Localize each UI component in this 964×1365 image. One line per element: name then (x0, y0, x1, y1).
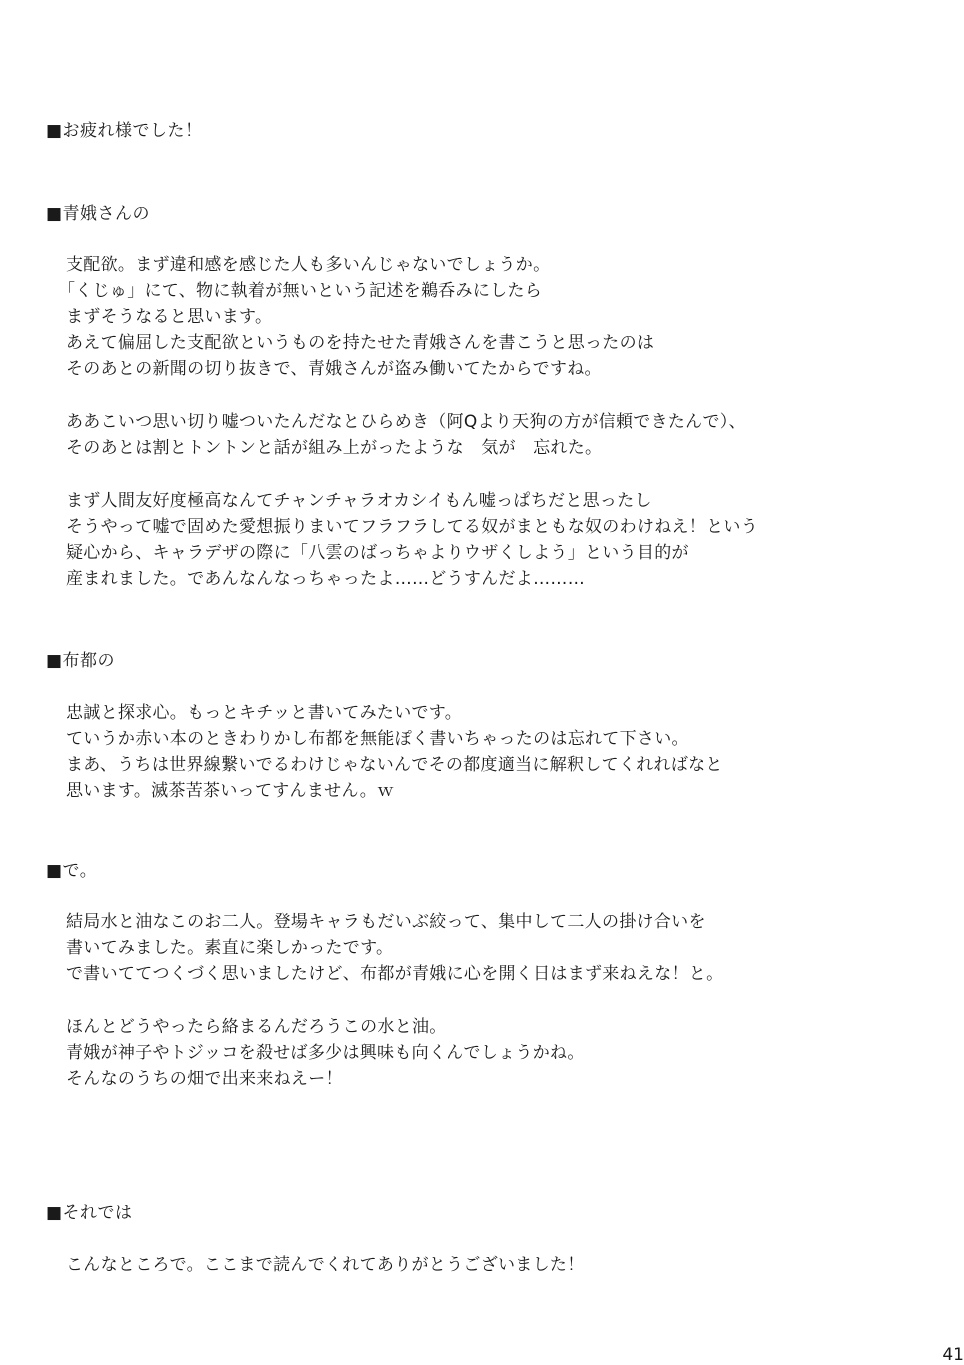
text-line: ほんとどうやったら絡まるんだろうこの水と油。 (66, 1017, 447, 1037)
text-line: 疑心から、キャラデザの際に「八雲のばっちゃよりウザくしよう」という目的が (66, 543, 689, 563)
section-heading-soredewa: ■それでは (46, 1203, 133, 1223)
text-line: 書いてみました。素直に楽しかったです。 (66, 938, 394, 958)
paragraph-soredewa-1 (66, 1252, 585, 1278)
text-line: こんなところで。ここまで読んでくれてありがとうございました！ (66, 1255, 585, 1275)
text-line: そうやって嘘で固めた愛想振りまいてフラフラしてる奴がまともな奴のわけねえ！という (66, 517, 758, 537)
paragraph-de-2 (66, 1014, 585, 1092)
text-line: そんなのうちの畑で出来来ねえー！ (66, 1069, 343, 1089)
paragraph-seiga-1 (58, 252, 655, 382)
text-line: ああこいつ思い切り嘘ついたんだなとひらめき（阿Qより天狗の方が信頼できたんで）、 (66, 412, 746, 432)
text-line: 青娥が神子やトジッコを殺せば多少は興味も向くんでしょうかね。 (66, 1043, 585, 1063)
text-line: 「くじゅ」にて、物に執着が無いという記述を鵜呑みにしたら (58, 281, 543, 301)
text-line: で書いててつくづく思いましたけど、布都が青娥に心を開く日はまず来ねえな！と。 (66, 964, 724, 984)
text-line: 思います。滅茶苦茶いってすんません。ｗ (66, 781, 395, 801)
text-line: まずそうなると思います。 (66, 307, 273, 327)
text-line: 産まれました。であんなんなっちゃったよ……どうすんだよ……… (66, 569, 585, 589)
text-line: まあ、うちは世界線繋いでるわけじゃないんでその都度適当に解釈してくれればなと (66, 755, 723, 775)
text-line: 支配欲。まず違和感を感じた人も多いんじゃないでしょうか。 (66, 255, 551, 275)
page-number: 41 (942, 1345, 964, 1365)
text-line: まず人間友好度極高なんてチャンチャラオカシイもん嘘っぱちだと思ったし (66, 491, 652, 511)
text-line: 忠誠と探求心。もっとキチッと書いてみたいです。 (66, 703, 463, 723)
paragraph-seiga-3 (66, 488, 758, 592)
paragraph-seiga-2 (66, 409, 746, 461)
section-heading-futo: ■布都の (46, 651, 116, 671)
text-line: そのあとの新聞の切り抜きで、青娥さんが盗み働いてたからですね。 (66, 359, 602, 379)
section-heading-de: ■で。 (46, 861, 98, 881)
section-heading-otsukaresama: ■お疲れ様でした！ (46, 121, 203, 141)
text-line: ていうか赤い本のときわりかし布都を無能ぽく書いちゃったのは忘れて下さい。 (66, 729, 689, 749)
text-line: 結局水と油なこのお二人。登場キャラもだいぶ絞って、集中して二人の掛け合いを (66, 912, 706, 932)
text-line: そのあとは割とトントンと話が組み上がったような 気が 忘れた。 (66, 438, 603, 458)
text-line: あえて偏屈した支配欲というものを持たせた青娥さんを書こうと思ったのは (66, 333, 655, 353)
paragraph-de-1 (66, 909, 723, 987)
paragraph-futo-1 (66, 700, 723, 804)
section-heading-seiga: ■青娥さんの (46, 204, 151, 224)
